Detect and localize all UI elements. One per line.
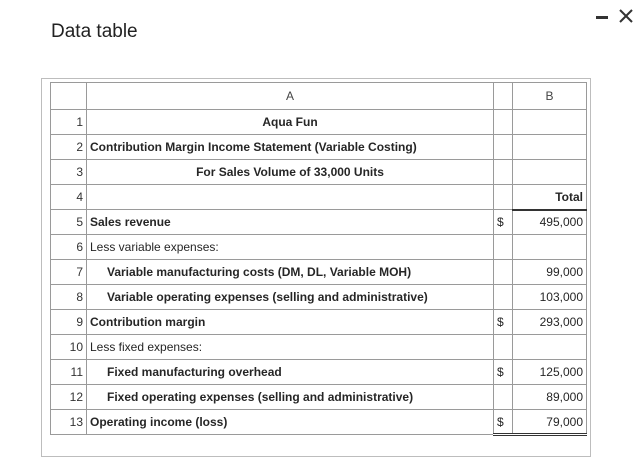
- table-row: [51, 410, 587, 435]
- row-number: 13: [51, 410, 87, 435]
- fixed-manufacturing-value: 125,000: [513, 360, 587, 385]
- spreadsheet-table: [50, 82, 587, 436]
- fixed-operating-label: Fixed operating expenses (selling and administrative): [87, 385, 494, 410]
- statement-title-cell: Contribution Margin Income Statement (Variable Costing): [87, 135, 494, 160]
- currency-cell: $: [494, 210, 513, 235]
- total-cell: [513, 135, 587, 160]
- row-number: 8: [51, 285, 87, 310]
- row-number: 7: [51, 260, 87, 285]
- row-number: 12: [51, 385, 87, 410]
- total-cell: [513, 335, 587, 360]
- table-row: [51, 160, 587, 185]
- table-frame: [41, 78, 591, 457]
- table-row: [51, 385, 587, 410]
- total-header-cell: Total: [513, 185, 587, 210]
- currency-cell: $: [494, 310, 513, 335]
- variable-manufacturing-label: Variable manufacturing costs (DM, DL, Variable MOH): [87, 260, 494, 285]
- row-number: 11: [51, 360, 87, 385]
- currency-cell: [494, 110, 513, 135]
- table-row: [51, 285, 587, 310]
- close-icon[interactable]: [618, 8, 634, 24]
- table-row: [51, 360, 587, 385]
- variable-operating-value: 103,000: [513, 285, 587, 310]
- currency-cell: [494, 235, 513, 260]
- column-header-b: B: [513, 83, 587, 110]
- fixed-operating-value: 89,000: [513, 385, 587, 410]
- variable-expenses-label: Less variable expenses:: [87, 235, 494, 260]
- total-cell: [513, 110, 587, 135]
- total-cell: [513, 160, 587, 185]
- row-number: 10: [51, 335, 87, 360]
- currency-cell: [494, 260, 513, 285]
- label-cell: [87, 185, 494, 210]
- row-number: 6: [51, 235, 87, 260]
- currency-cell: $: [494, 360, 513, 385]
- currency-cell: [494, 160, 513, 185]
- variable-manufacturing-value: 99,000: [513, 260, 587, 285]
- table-row: [51, 310, 587, 335]
- dialog-title: Data table: [51, 21, 138, 42]
- variable-operating-label: Variable operating expenses (selling and administrative): [87, 285, 494, 310]
- currency-cell: [494, 185, 513, 210]
- currency-cell: $: [494, 410, 513, 435]
- corner-cell: [51, 83, 87, 110]
- table-row: [51, 210, 587, 235]
- operating-income-value: 79,000: [513, 410, 587, 435]
- table-row: [51, 235, 587, 260]
- table-row: [51, 110, 587, 135]
- row-number: 2: [51, 135, 87, 160]
- contribution-margin-label: Contribution margin: [87, 310, 494, 335]
- column-header-a: A: [87, 83, 494, 110]
- row-number: 5: [51, 210, 87, 235]
- table-row: [51, 135, 587, 160]
- row-number: 4: [51, 185, 87, 210]
- operating-income-label: Operating income (loss): [87, 410, 494, 435]
- column-header-row: [51, 83, 587, 110]
- table-row: [51, 335, 587, 360]
- contribution-margin-value: 293,000: [513, 310, 587, 335]
- row-number: 9: [51, 310, 87, 335]
- fixed-expenses-label: Less fixed expenses:: [87, 335, 494, 360]
- row-number: 1: [51, 110, 87, 135]
- column-header-spacer: [494, 83, 513, 110]
- sales-volume-cell: For Sales Volume of 33,000 Units: [87, 160, 494, 185]
- table-row: [51, 185, 587, 210]
- sales-revenue-value: 495,000: [513, 210, 587, 235]
- sales-revenue-label: Sales revenue: [87, 210, 494, 235]
- table-row: [51, 260, 587, 285]
- fixed-manufacturing-label: Fixed manufacturing overhead: [87, 360, 494, 385]
- currency-cell: [494, 385, 513, 410]
- minimize-icon[interactable]: [596, 16, 608, 19]
- total-cell: [513, 235, 587, 260]
- currency-cell: [494, 335, 513, 360]
- row-number: 3: [51, 160, 87, 185]
- window-controls: [596, 8, 634, 24]
- currency-cell: [494, 135, 513, 160]
- currency-cell: [494, 285, 513, 310]
- company-name-cell: Aqua Fun: [87, 110, 494, 135]
